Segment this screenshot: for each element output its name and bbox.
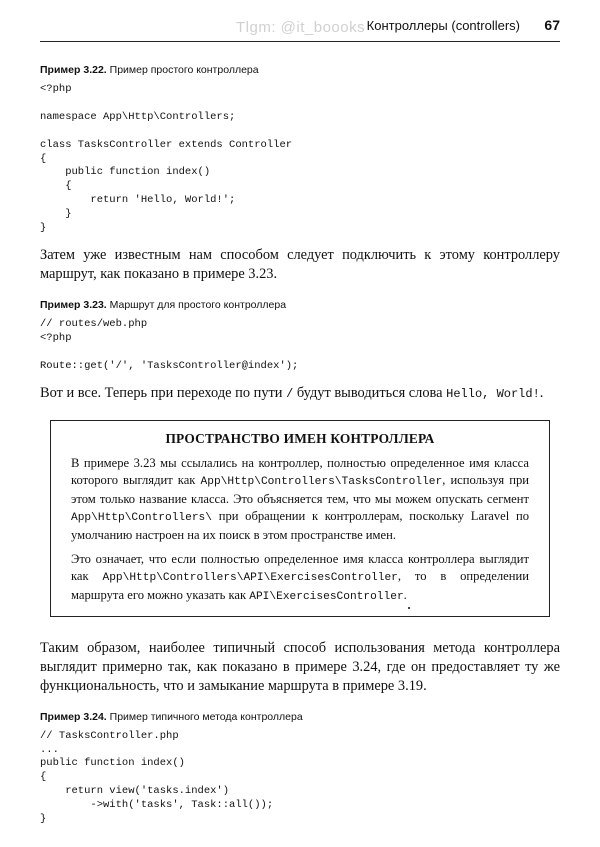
paragraph-2-path: / (286, 386, 294, 401)
example-3-24-title: Пример типичного метода контроллера (109, 710, 303, 723)
paragraph-2-after: . (539, 384, 544, 401)
note-p2-code-2: API\ExercisesController (249, 590, 404, 603)
paragraph-2-words: Hello, World! (446, 386, 540, 401)
example-3-22-caption (40, 63, 560, 77)
note-title: ПРОСТРАНСТВО ИМЕН КОНТРОЛЛЕРА (165, 430, 435, 446)
note-p2-text-b: , то в определении маршрута его можно указать как (71, 568, 529, 602)
example-3-23-title: Маршрут для простого контроллера (109, 298, 287, 311)
note-p1-text-b: , используя при этом только название класса. Это объясняется тем, что мы можем опускать сегмент (71, 472, 530, 506)
paragraph-2-middle: будут выводиться слова (293, 384, 447, 401)
example-3-23-label: Пример 3.23. (40, 298, 107, 311)
note-box (50, 420, 550, 617)
paragraph-2-before: Вот и все. Теперь при переходе по пути (40, 384, 287, 401)
page-number: 67 (544, 17, 560, 33)
note-paragraph-1 (71, 455, 529, 544)
example-3-22-label: Пример 3.22. (40, 64, 107, 76)
note-paragraph-2 (71, 551, 529, 606)
example-3-24-code: // TasksController.php ... public function index() { return view('tasks.index') ->with('tasks', Task::all()); } (40, 729, 274, 826)
paragraph-2 (40, 384, 560, 404)
note-p2-text-c: . (403, 587, 407, 602)
running-head: Контроллеры (controllers) (366, 18, 520, 33)
note-p1-text-c: при обращении к контроллерам, поскольку Laravel по умолчанию настроен на их поиск в этом пространстве имен. (71, 508, 529, 542)
watermark: Tlgm: @it_boooks (236, 19, 366, 36)
paragraph-3: Таким образом, наиболее типичный способ использования метода контроллера выглядит примерно так, как показано в примере 3.24, где он предоставляет ту же функциональность, что и замыкание маршрута в примере 3.19. (40, 639, 560, 694)
note-p1-code-2: App\Http\Controllers\ (71, 511, 212, 524)
note-p1-text-a: В примере 3.23 мы ссылались на контроллер, полностью определенное имя класса которого выглядит как (71, 455, 529, 487)
page-content (40, 63, 560, 827)
example-3-23-caption (40, 298, 560, 312)
example-3-22-code: <?php namespace App\Http\Controllers; class TasksController extends Controller { public function index() { return 'Hello, World!'; } } (40, 83, 293, 235)
page-header (40, 15, 560, 42)
example-3-24-caption (40, 710, 560, 724)
example-3-22-title: Пример простого контроллера (109, 64, 259, 76)
note-p2-text-a: Это означает, что если полностью определенное имя класса контроллера выглядит как (71, 551, 529, 583)
example-3-24-label: Пример 3.24. (40, 710, 107, 723)
paragraph-1: Затем уже известным нам способом следует подключить к этому контроллеру маршрут, как показано в примере 3.23. (40, 246, 560, 282)
stray-dot (408, 607, 410, 609)
note-p1-code-1: App\Http\Controllers\TasksController (200, 475, 443, 488)
note-p2-code-1: App\Http\Controllers\API\ExercisesController (102, 571, 398, 584)
example-3-23-code: // routes/web.php <?php Route::get('/', 'TasksController@index'); (40, 317, 299, 372)
